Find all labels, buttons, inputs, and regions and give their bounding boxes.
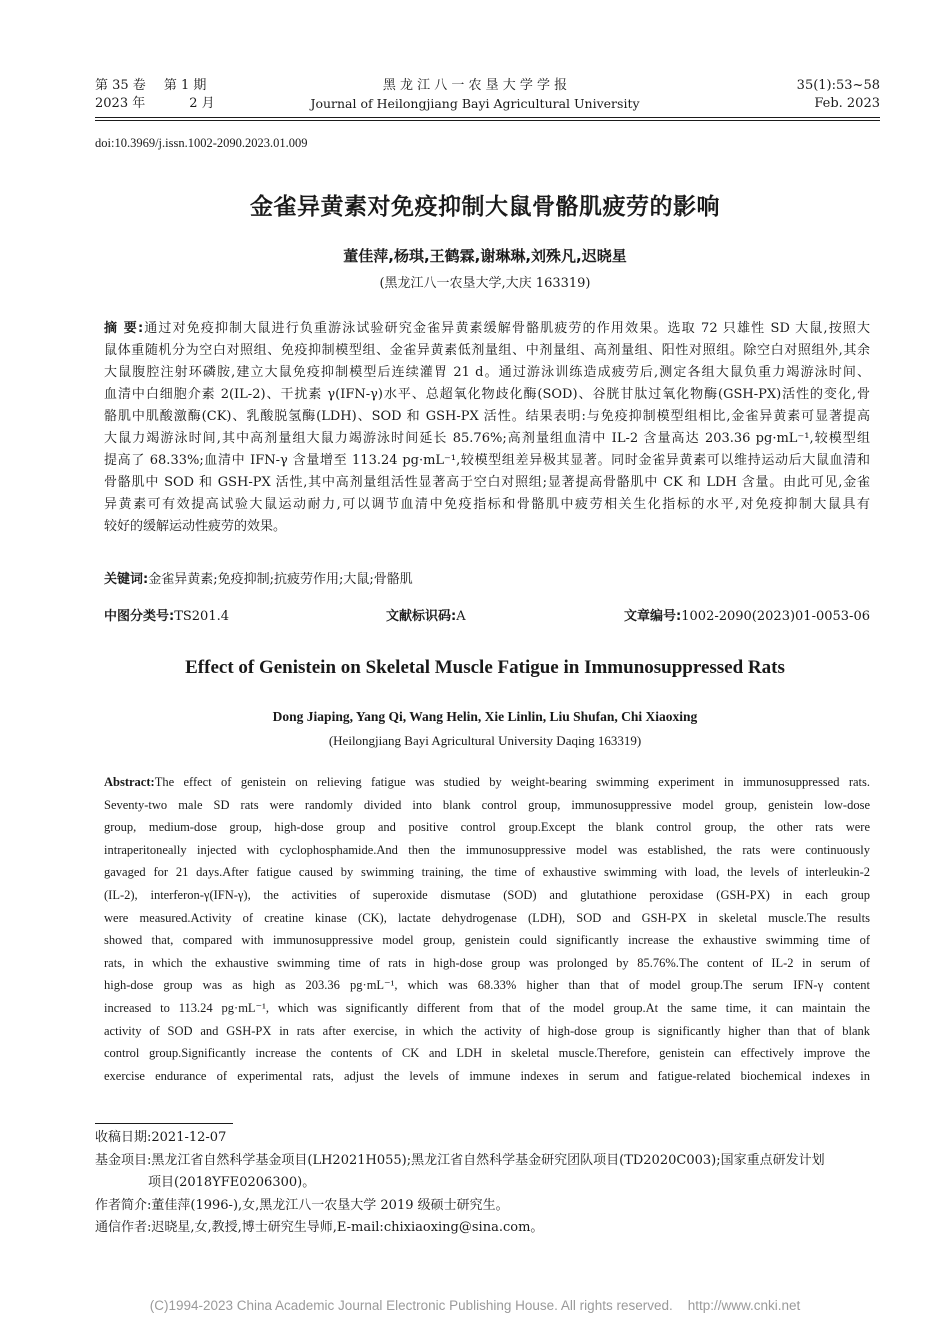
abstract-en-line: Seventy-two male SD rats were randomly divided into blank control group, immunosuppressive model group, genistein low-dose [104, 797, 870, 812]
journal-title-cn: 黑 龙 江 八 一 农 垦 大 学 学 报 [382, 78, 568, 93]
keywords-cn-label: 关键词: [104, 572, 149, 587]
funding-continued: 项目(2018YFE0206300)。 [148, 1175, 316, 1190]
received-date: 收稿日期:2021-12-07 [95, 1130, 227, 1145]
affiliation-en: (Heilongjiang Bayi Agricultural University Daqing 163319) [328, 733, 642, 748]
header-rule-bottom [95, 120, 880, 121]
cnki-watermark: (C)1994-2023 China Academic Journal Electronic Publishing House. All rights reserved. http://www.cnki.net [149, 1298, 801, 1313]
abstract-en-line: gavaged for 21 days.After fatigue caused by swimming training, the time of exhaustive swimming with load, the levels of interleukin-2 [104, 865, 870, 880]
doi[interactable]: doi:10.3969/j.issn.1002-2090.2023.01.009 [95, 136, 308, 150]
abstract-cn-label: 摘 要: [104, 321, 144, 336]
author-bio: 作者简介:董佳萍(1996-),女,黑龙江八一农垦大学 2019 级硕士研究生。 [95, 1198, 509, 1213]
abstract-cn-line: 骼肌中肌酸激酶(CK)、乳酸脱氢酶(LDH)、SOD 和 GSH-PX 活性。结果表明:与免疫抑制模型组相比,金雀异黄素可显著提高 [104, 409, 870, 424]
abstract-cn-line: 大鼠力竭游泳时间,其中高剂量组大鼠力竭游泳时间延长 85.76%;高剂量组血清中 IL-2 含量高达 203.36 pg·mL⁻¹,较模型组 [104, 431, 870, 446]
volume-label: 第 35 卷 第 1 期 [95, 78, 207, 93]
keywords-cn [104, 568, 413, 587]
abstract-cn-line: 提高了 68.33%;血清中 IFN-γ 含量增至 113.24 pg·mL⁻¹,较模型组差异极其显著。同时金雀异黄素可以维持运动后大鼠血清和 [104, 453, 870, 468]
title-cn: 金雀异黄素对免疫抑制大鼠骨骼肌疲劳的影响 [250, 194, 720, 220]
abstract-cn [104, 318, 870, 538]
authors-cn: 董佳萍,杨琪,王鹤霖,谢琳琳,刘殊凡,迟晓星 [343, 247, 627, 265]
abstract-cn-line: 异黄素可有效提高试验大鼠运动耐力,可以调节血清中免疫指标和骨骼肌中疲劳相关生化指标的水平,对免疫抑制大鼠具有 [104, 497, 870, 512]
abstract-cn-line: 摘 要:通过对免疫抑制大鼠进行负重游泳试验研究金雀异黄素缓解骨骼肌疲劳的作用效果。选取 72 只雄性 SD 大鼠,按照大 [104, 321, 870, 336]
abstract-cn-line: 鼠体重随机分为空白对照组、免疫抑制模型组、金雀异黄素低剂量组、中剂量组、高剂量组、阳性对照组。除空白对照组外,其余 [104, 343, 870, 358]
affiliation-cn: (黑龙江八一农垦大学,大庆 163319) [379, 276, 591, 291]
year-label: 2023 年 2 月 [95, 96, 215, 111]
issue-date: Feb. 2023 [814, 96, 880, 111]
title-en: Effect of Genistein on Skeletal Muscle Fatigue in Immunosuppressed Rats [185, 657, 785, 678]
abstract-en-line: Abstract:The effect of genistein on relieving fatigue was studied by weight-bearing swimming experiment in immunosuppressed rats. [104, 775, 870, 789]
keywords-cn-text: 金雀异黄素;免疫抑制;抗疲劳作用;大鼠;骨骼肌 [148, 572, 413, 587]
abstract-en-label: Abstract: [104, 775, 155, 789]
footnote-rule [95, 1123, 233, 1124]
abstract-cn-line: 较好的缓解运动性疲劳的效果。 [104, 519, 287, 534]
document-code: 文献标识码:A [386, 609, 466, 624]
corresponding-author: 通信作者:迟晓星,女,教授,博士研究生导师,E-mail:chixiaoxing@sina.com。 [95, 1220, 544, 1235]
abstract-en-line: intraperitoneally injected with cyclophosphamide.And then the immunosuppressive model was established, the rats were continuously [104, 842, 870, 857]
abstract-en-line: control group.Significantly increase the contents of CK and LDH in skeletal muscle.Therefore, genistein can effectively improve the [104, 1046, 870, 1061]
abstract-en-line: (IL-2), interferon-γ(IFN-γ), the activities of superoxide dismutase (SOD) and glutathione peroxidase (GSH-PX) in each group [104, 887, 870, 902]
clc-number: 中图分类号:TS201.4 [104, 609, 229, 624]
abstract-en-line: high-dose group was as high as 203.36 pg·mL⁻¹, which was 68.33% higher than that of model group.The serum IFN-γ content [104, 978, 870, 993]
abstract-en-line: showed that, compared with immunosuppressive model group, genistein could significantly increase the exhaustive swimming time of [104, 933, 870, 948]
abstract-en-line: group, medium-dose group, high-dose group and positive control group.Except the blank control group, the other rats were [104, 820, 870, 835]
abstract-en-line: rats, in which the exhaustive swimming time of rats in high-dose group was prolonged by 85.76%.The content of IL-2 in serum of [104, 955, 870, 970]
article-number: 文章编号:1002-2090(2023)01-0053-06 [624, 609, 870, 624]
abstract-en-line: exercise endurance of experimental rats, adjust the levels of immune indexes in serum and fatigue-related biochemical indexes in [104, 1068, 870, 1083]
abstract-cn-line: 骨骼肌中 SOD 和 GSH-PX 活性,其中高剂量组活性显著高于空白对照组;显著提高骨骼肌中 CK 和 LDH 含量。由此可见,金雀 [104, 475, 870, 490]
abstract-en-line: increased to 113.24 pg·mL⁻¹, which was significantly different from that of the model group.At the same time, it can maintain the [104, 1000, 870, 1015]
abstract-cn-line: 大鼠腹腔注射环磷胺,建立大鼠免疫抑制模型后连续灌胃 21 d。通过游泳训练造成疲劳后,测定各组大鼠负重力竭游泳时间、 [104, 365, 870, 380]
funding: 基金项目:黑龙江省自然科学基金项目(LH2021H055);黑龙江省自然科学基金研究团队项目(TD2020C003);国家重点研发计划 [95, 1153, 825, 1168]
abstract-en [104, 771, 870, 1087]
header-rule-top [95, 117, 880, 118]
authors-en: Dong Jiaping, Yang Qi, Wang Helin, Xie Linlin, Liu Shufan, Chi Xiaoxing [272, 709, 698, 724]
journal-title-en: Journal of Heilongjiang Bayi Agricultural University [310, 96, 640, 111]
abstract-en-line: were measured.Activity of creatine kinase (CK), lactate dehydrogenase (LDH), SOD and GSH-PX in skeletal muscle.The results [104, 910, 870, 925]
abstract-en-line: activity of SOD and GSH-PX in rats after exercise, in which the activity of high-dose group is significantly higher than that of blank [104, 1023, 870, 1038]
abstract-cn-line: 血清中白细胞介素 2(IL-2)、干扰素 γ(IFN-γ)水平、总超氧化物歧化酶(SOD)、谷胱甘肽过氧化物酶(GSH-PX)活性的变化,骨 [104, 387, 870, 402]
page-range: 35(1):53~58 [796, 78, 880, 93]
